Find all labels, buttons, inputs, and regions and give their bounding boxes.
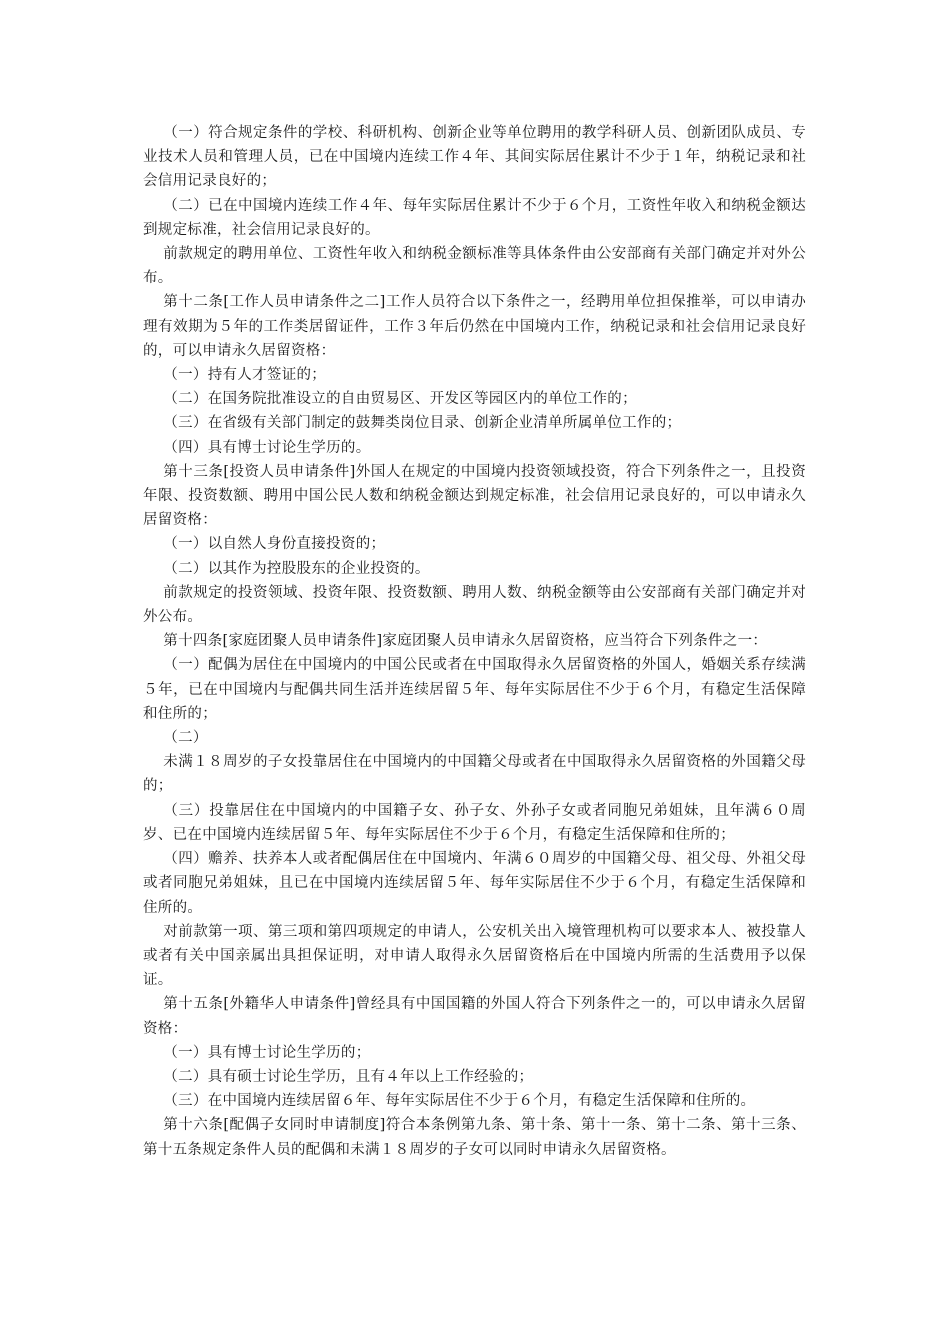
list-item: （一）以自然人身份直接投资的； bbox=[163, 536, 386, 553]
list-item: （一）具有博士讨论生学历的； bbox=[163, 1044, 371, 1061]
paragraph: 对前款第一项、第三项和第四项规定的申请人，公安机关出入境管理机构可以要求本人、被投靠人或者有关中国亲属出具担保证明，对申请人取得永久居留资格后在中国境内所需的生活费用予以保证。 bbox=[143, 923, 806, 989]
list-item: （二）以其作为控股股东的企业投资的。 bbox=[163, 560, 430, 577]
paragraph: （二）已在中国境内连续工作４年、每年实际居住累计不少于６个月，工资性年收入和纳税金额达到规定标准，社会信用记录良好的。 bbox=[143, 197, 806, 238]
list-item: （二） bbox=[163, 730, 208, 747]
list-item: （二）在国务院批准设立的自由贸易区、开发区等园区内的单位工作的； bbox=[163, 391, 637, 408]
article-paragraph: 第十六条[配偶子女同时申请制度]符合本条例第九条、第十条、第十一条、第十二条、第十三条、第十五条规定条件人员的配偶和未满１８周岁的子女可以同时申请永久居留资格。 bbox=[143, 1117, 806, 1158]
list-item: （三）在省级有关部门制定的鼓舞类岗位目录、创新企业清单所属单位工作的； bbox=[163, 415, 682, 432]
list-item: （三）在中国境内连续居留６年、每年实际居住不少于６个月，有稳定生活保障和住所的。 bbox=[163, 1093, 756, 1110]
article-paragraph: 第十三条[投资人员申请条件]外国人在规定的中国境内投资领域投资，符合下列条件之一，且投资年限、投资数额、聘用中国公民人数和纳税金额达到规定标准，社会信用记录良好的，可以申请永久居留资格： bbox=[143, 463, 806, 529]
paragraph: 前款规定的聘用单位、工资性年收入和纳税金额标准等具体条件由公安部商有关部门确定并对外公布。 bbox=[143, 246, 806, 287]
list-item: （四）赡养、扶养本人或者配偶居住在中国境内、年满６０周岁的中国籍父母、祖父母、外祖父母或者同胞兄弟姐妹，且已在中国境内连续居留５年、每年实际居住不少于６个月，有稳定生活保障和住所的。 bbox=[143, 851, 806, 916]
paragraph: （一）符合规定条件的学校、科研机构、创新企业等单位聘用的教学科研人员、创新团队成员、专业技术人员和管理人员，已在中国境内连续工作４年、其间实际居住累计不少于１年，纳税记录和社会信用记录良好的； bbox=[143, 125, 806, 190]
paragraph: 未满１８周岁的子女投靠居住在中国境内的中国籍父母或者在中国取得永久居留资格的外国籍父母的； bbox=[143, 754, 806, 795]
article-paragraph: 第十二条[工作人员申请条件之二]工作人员符合以下条件之一，经聘用单位担保推举，可以申请办理有效期为５年的工作类居留证件，工作３年后仍然在中国境内工作，纳税记录和社会信用记录良好的，可以申请永久居留资格： bbox=[143, 294, 806, 359]
list-item: （三）投靠居住在中国境内的中国籍子女、孙子女、外孙子女或者同胞兄弟姐妹，且年满６０周岁、已在中国境内连续居留５年、每年实际居住不少于６个月，有稳定生活保障和住所的； bbox=[143, 802, 806, 843]
list-item: （一）持有人才签证的； bbox=[163, 367, 327, 384]
article-paragraph: 第十五条[外籍华人申请条件]曾经具有中国国籍的外国人符合下列条件之一的，可以申请永久居留资格： bbox=[143, 996, 806, 1037]
paragraph: 前款规定的投资领域、投资年限、投资数额、聘用人数、纳税金额等由公安部商有关部门确定并对外公布。 bbox=[143, 584, 806, 626]
article-paragraph: 第十四条[家庭团聚人员申请条件]家庭团聚人员申请永久居留资格，应当符合下列条件之一： bbox=[163, 633, 768, 650]
list-item: （四）具有博士讨论生学历的。 bbox=[163, 439, 371, 456]
list-item: （二）具有硕士讨论生学历，且有４年以上工作经验的； bbox=[163, 1068, 534, 1085]
document-page bbox=[143, 121, 806, 1162]
list-item: （一）配偶为居住在中国境内的中国公民或者在中国取得永久居留资格的外国人，婚姻关系存续满５年，已在中国境内与配偶共同生活并连续居留５年、每年实际居住不少于６个月，有稳定生活保障和住所的； bbox=[143, 657, 806, 722]
